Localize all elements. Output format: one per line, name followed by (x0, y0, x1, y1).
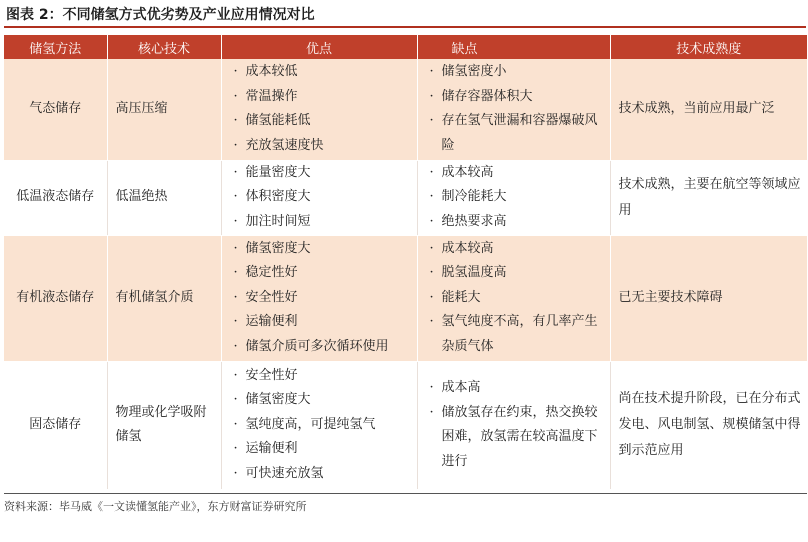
cons-text: 脱氢温度高 (441, 265, 507, 281)
list-item (230, 462, 413, 487)
pros-text: 常温操作 (245, 88, 298, 104)
cell-maturity: 已无主要技术障碍 (610, 235, 807, 361)
cell-tech: 有机储氢介质 (107, 235, 221, 361)
pros-text: 充放氢速度快 (245, 137, 324, 153)
cons-text: 成本高 (441, 380, 481, 395)
list-item (230, 161, 413, 186)
cell-maturity: 技术成熟，当前应用最广泛 (610, 59, 807, 160)
list-item (230, 413, 413, 438)
table-row (4, 235, 807, 361)
list-item (230, 210, 413, 235)
bullet-icon: · (233, 88, 238, 104)
list-item (230, 437, 413, 462)
bullet-icon: · (429, 164, 434, 180)
table-row (4, 160, 807, 235)
pros-text: 储氢密度大 (245, 240, 311, 256)
list-item (426, 161, 606, 186)
pros-text: 运输便利 (245, 314, 298, 330)
bullet-icon: · (233, 213, 238, 229)
figure-title: 图表 2：不同储氢方式优劣势及产业应用情况对比 (4, 4, 806, 28)
bullet-icon: · (429, 314, 434, 330)
list-item (230, 310, 413, 335)
cell-pros (221, 160, 417, 235)
bullet-icon: · (233, 137, 238, 153)
cell-method: 气态储存 (4, 59, 107, 160)
pros-text: 储氢介质可多次循环使用 (245, 338, 389, 354)
cons-list (426, 161, 606, 235)
cell-maturity: 技术成熟，主要在航空等领域应用 (610, 160, 807, 235)
list-item (230, 185, 413, 210)
cell-cons (417, 59, 610, 160)
list-item (426, 286, 606, 311)
bullet-icon: · (233, 64, 238, 80)
source-note: 资料来源：毕马威《一文读懂氢能产业》，东方财富证券研究所 (4, 500, 307, 513)
cons-list (426, 237, 606, 360)
bullet-icon: · (429, 380, 434, 395)
cell-maturity: 尚在技术提升阶段，已在分布式发电、风电制氢、规模储氢中得到示范应用 (610, 361, 807, 489)
pros-text: 运输便利 (245, 441, 298, 457)
list-item (230, 134, 413, 159)
pros-text: 稳定性好 (245, 265, 298, 281)
bullet-icon: · (233, 289, 238, 305)
cons-text: 能耗大 (441, 289, 481, 305)
table-row (4, 59, 807, 160)
cons-text: 存在氢气泄漏和容器爆破风险 (441, 113, 598, 153)
cons-text: 氢气纯度不高，有几率产生杂质气体 (441, 314, 598, 354)
list-item (426, 85, 606, 110)
cons-text: 储氢密度小 (441, 64, 507, 80)
pros-list (230, 364, 413, 487)
pros-text: 能量密度大 (245, 164, 311, 180)
header-pros: 优点 (221, 35, 417, 59)
list-item (230, 237, 413, 262)
pros-text: 储氢密度大 (245, 392, 311, 408)
bullet-icon: · (429, 404, 434, 420)
header-method: 储氢方法 (4, 35, 107, 59)
bullet-icon: · (233, 441, 238, 457)
list-item (426, 109, 606, 158)
bullet-icon: · (233, 416, 238, 432)
cell-tech: 物理或化学吸附储氢 (107, 361, 221, 489)
table-header-row (4, 35, 807, 59)
pros-text: 成本较低 (245, 64, 298, 80)
header-tech: 核心技术 (107, 35, 221, 59)
pros-text: 储氢能耗低 (245, 113, 311, 129)
bullet-icon: · (429, 289, 434, 305)
list-item (426, 210, 606, 235)
cell-pros (221, 361, 417, 489)
cons-text: 绝热要求高 (441, 213, 507, 229)
cell-method: 有机液态储存 (4, 235, 107, 361)
list-item (230, 286, 413, 311)
pros-text: 安全性好 (245, 367, 298, 383)
bullet-icon: · (233, 164, 238, 180)
list-item (230, 85, 413, 110)
cons-text: 成本较高 (441, 240, 494, 256)
list-item (230, 335, 413, 360)
cons-list (426, 376, 606, 474)
bullet-icon: · (233, 314, 238, 330)
bullet-icon: · (429, 88, 434, 104)
bullet-icon: · (233, 392, 238, 408)
bullet-icon: · (233, 465, 238, 481)
list-item (426, 237, 606, 262)
cell-pros (221, 235, 417, 361)
list-item (230, 261, 413, 286)
bullet-icon: · (233, 265, 238, 281)
cons-text: 成本较高 (441, 164, 494, 180)
pros-list (230, 237, 413, 360)
cell-cons (417, 160, 610, 235)
cell-cons (417, 235, 610, 361)
table-row (4, 361, 807, 489)
pros-text: 体积密度大 (245, 189, 311, 205)
list-item (426, 376, 606, 401)
bullet-icon: · (429, 265, 434, 281)
list-item (426, 185, 606, 210)
list-item (426, 60, 606, 85)
bullet-icon: · (233, 113, 238, 129)
pros-list (230, 161, 413, 235)
cell-tech: 高压压缩 (107, 59, 221, 160)
cons-text: 储存容器体积大 (441, 88, 533, 104)
cons-text: 制冷能耗大 (441, 189, 507, 205)
cons-list (426, 60, 606, 158)
pros-text: 可快速充放氢 (245, 465, 324, 481)
pros-text: 安全性好 (245, 289, 298, 305)
header-maturity: 技术成熟度 (610, 35, 807, 59)
bullet-icon: · (233, 338, 238, 354)
cell-method: 低温液态储存 (4, 160, 107, 235)
bullet-icon: · (429, 189, 434, 205)
bullet-icon: · (233, 367, 238, 383)
bullet-icon: · (429, 213, 434, 229)
list-item (426, 261, 606, 286)
table-bottom-rule (4, 493, 807, 494)
header-cons: 缺点 (417, 35, 610, 59)
pros-list (230, 60, 413, 158)
list-item (230, 364, 413, 389)
cell-pros (221, 59, 417, 160)
list-item (230, 60, 413, 85)
list-item (230, 109, 413, 134)
list-item (230, 388, 413, 413)
bullet-icon: · (429, 240, 434, 256)
cell-method: 固态储存 (4, 361, 107, 489)
bullet-icon: · (429, 64, 434, 80)
bullet-icon: · (233, 240, 238, 256)
cons-text: 储放氢存在约束，热交换较困难，放氢需在较高温度下进行 (441, 404, 598, 469)
pros-text: 加注时间短 (245, 213, 311, 229)
list-item (426, 401, 606, 475)
comparison-table (4, 35, 807, 490)
list-item (426, 310, 606, 359)
pros-text: 氢纯度高，可提纯氢气 (245, 416, 376, 432)
bullet-icon: · (429, 113, 434, 129)
cell-cons (417, 361, 610, 489)
bullet-icon: · (233, 189, 238, 205)
cell-tech: 低温绝热 (107, 160, 221, 235)
